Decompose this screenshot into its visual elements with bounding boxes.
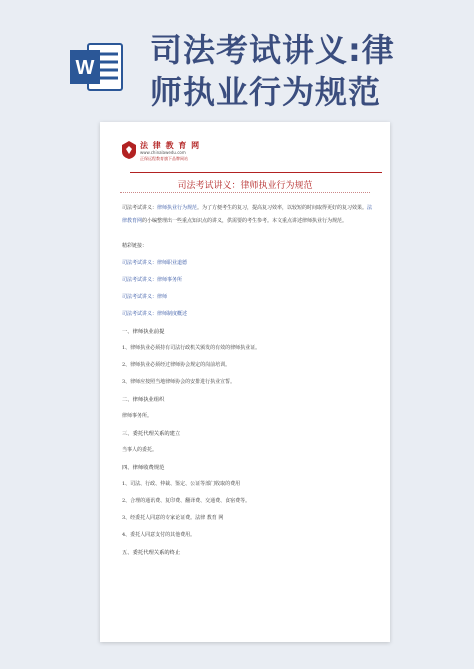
word-document-icon — [68, 38, 126, 96]
intro-link-site[interactable]: 法律教育网 — [122, 205, 373, 224]
body-line: 3、律师应按照当地律师协会的安排进行执业宣誓。 — [122, 379, 236, 385]
body-line: 当事人的委托。 — [122, 447, 158, 453]
related-link[interactable]: 司法考试讲义：律师 — [122, 294, 168, 300]
document-page — [100, 122, 390, 642]
body-line: 1、律师执业必须持有司法行政机关颁发的有效的律师执业证。 — [122, 345, 261, 351]
banner — [0, 0, 474, 112]
svg-text:W: W — [75, 57, 95, 79]
body-line: 律师事务所。 — [122, 413, 153, 419]
body-line: 1、司法、行政、仲裁、鉴定、公证等部门收取的费用 — [122, 481, 241, 487]
section-heading: 二、律师执业组织 — [122, 397, 165, 403]
related-link[interactable]: 司法考试讲义：律师制度概述 — [122, 311, 188, 317]
logo-name: 法 律 教 育 网 — [140, 141, 201, 150]
related-link[interactable]: 司法考试讲义：律师事务所 — [122, 277, 183, 283]
site-logo — [118, 140, 238, 168]
title-divider — [120, 192, 370, 193]
header-divider — [130, 172, 382, 173]
banner-title-line1: 司法考试讲义:律 — [150, 31, 395, 69]
related-link[interactable]: 司法考试讲义：律师职业道德 — [122, 260, 188, 266]
intro-link-topic[interactable]: 律师执业行为规范 — [157, 205, 198, 211]
section-heading: 三、委托代理关系的建立 — [122, 431, 181, 437]
section-heading: 五、委托代理关系的终止 — [122, 550, 181, 556]
section-heading: 四、律师收费规范 — [122, 465, 165, 471]
selected-links-label: 精彩链接： — [122, 243, 148, 249]
body-line: 4、委托人同意支付的其他费用。 — [122, 532, 196, 538]
body-line: 3、经委托人同意的专家论证费。法律 教育 网 — [122, 515, 224, 521]
section-heading: 一、律师执业前提 — [122, 329, 165, 335]
intro-text-c: 的小编整理出一些重点知识点的讲义，供需要的考生参考。本文重点讲述律师执业行为规范。 — [142, 218, 348, 224]
logo-emblem-icon — [120, 140, 138, 160]
intro-paragraph — [122, 202, 377, 228]
intro-text-b: 。为了方便考生的复习，提高复习效率，以较短的时间取得更好的复习效果。 — [197, 205, 368, 211]
body-line: 2、合理的通讯费、复印费、翻译费、交通费、食宿费等。 — [122, 498, 251, 504]
body-line: 2、律师执业必须经过律师协会规定的岗前培训。 — [122, 362, 231, 368]
banner-title-line2: 师执业行为规范 — [150, 73, 382, 111]
document-title: 司法考试讲义：律师执业行为规范 — [177, 181, 313, 191]
logo-slogan: 正保远程教育旗下品牌网站 — [140, 156, 188, 161]
intro-text-a: 司法考试讲义： — [122, 205, 158, 211]
logo-url: www.chinalawedu.com — [140, 150, 186, 155]
